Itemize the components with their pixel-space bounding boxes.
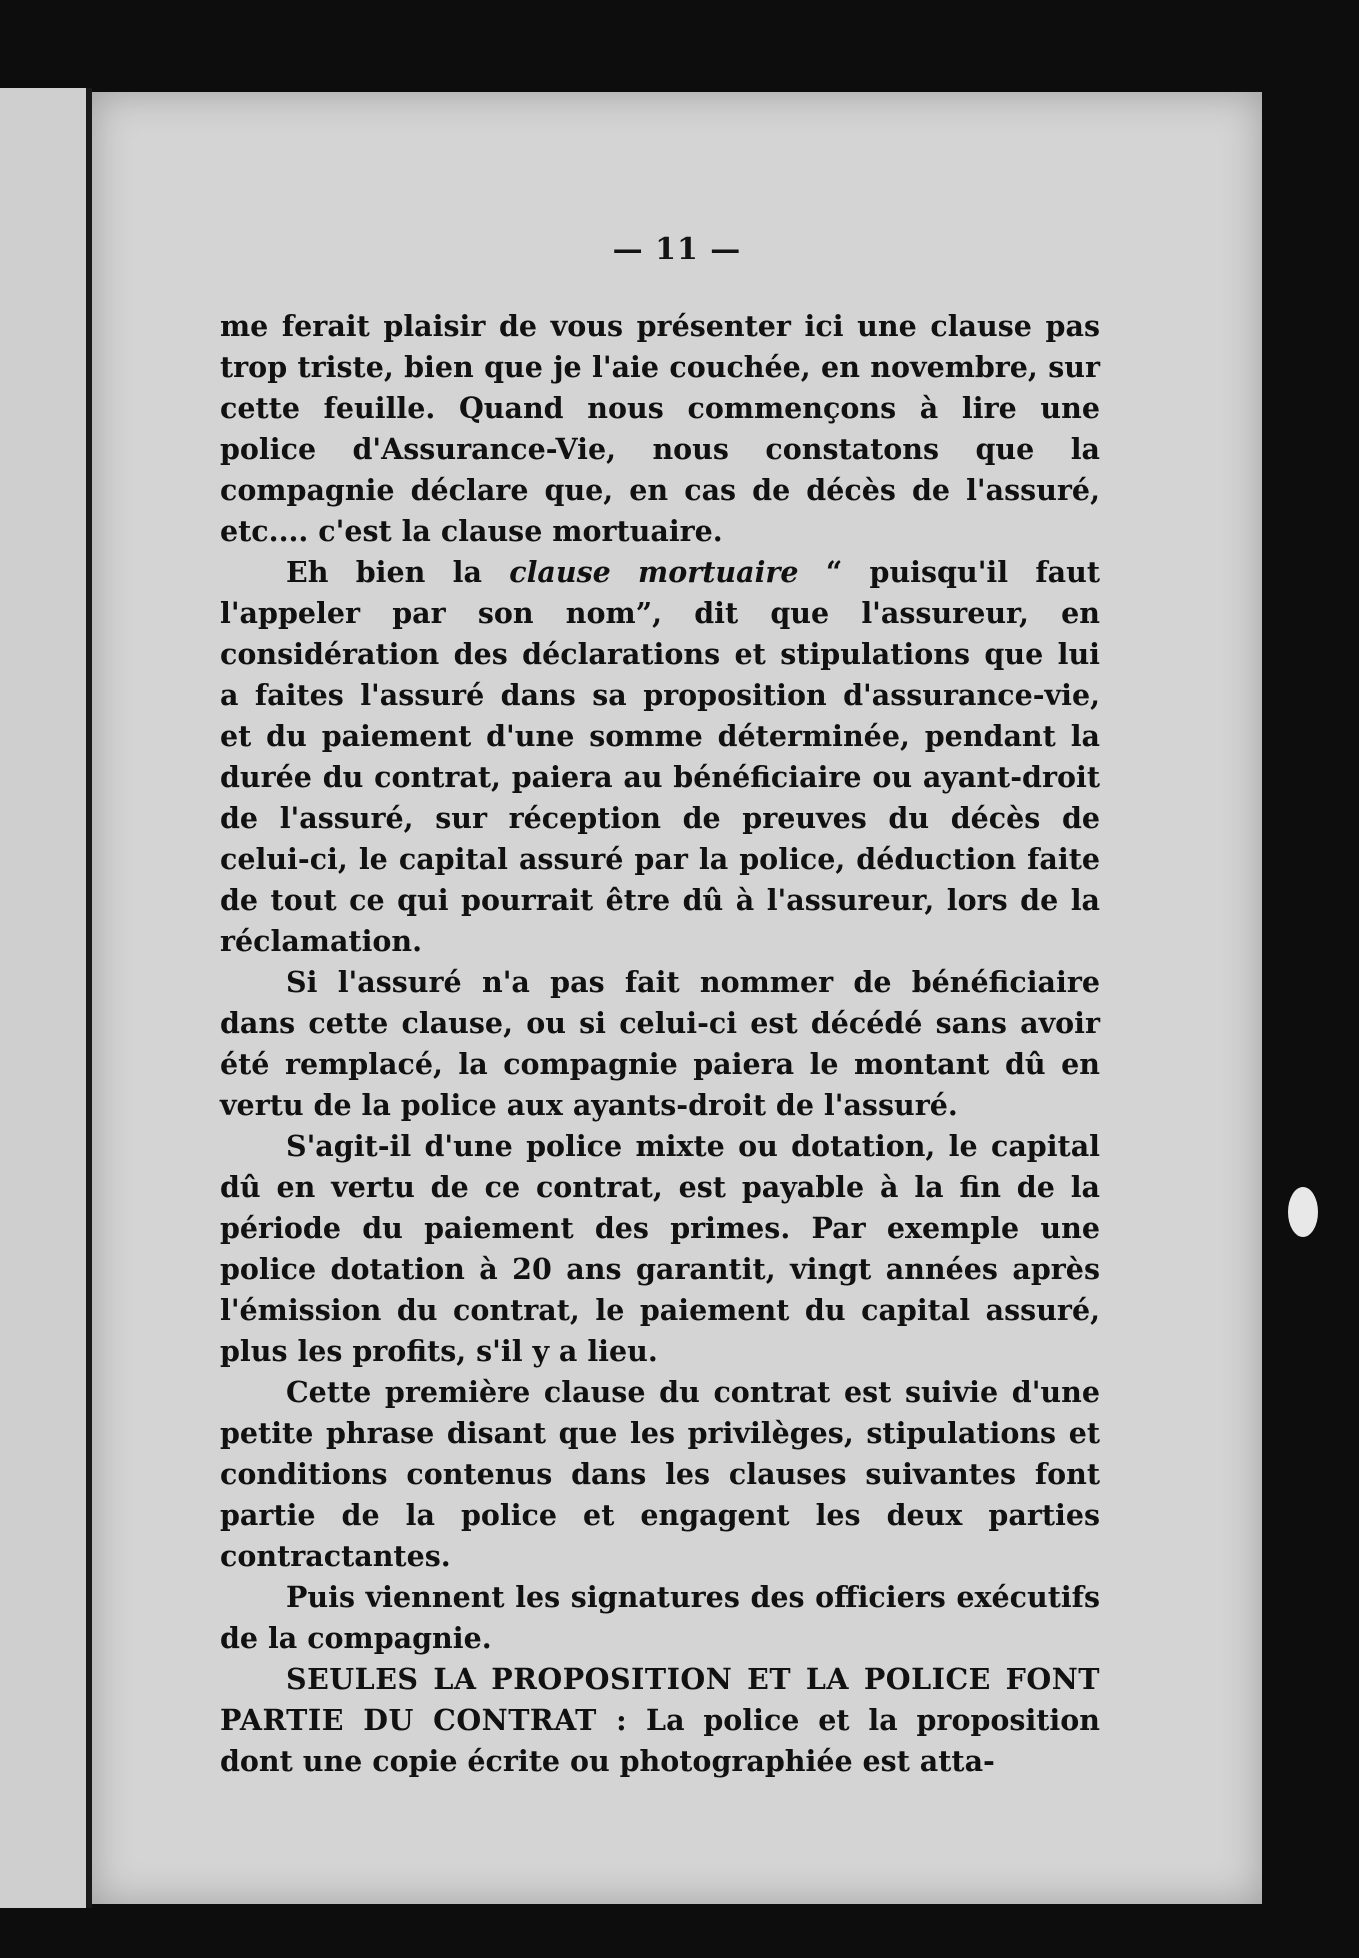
facing-page-edge <box>0 88 92 1908</box>
paragraph-6: Puis viennent les signatures des officiers exécutifs de la compagnie. <box>220 1580 1100 1655</box>
paragraph-2-emphasis: clause mortuaire <box>509 555 799 589</box>
paragraph-7 <box>220 1659 1100 1782</box>
paragraph-1: me ferait plaisir de vous présenter ici une clause pas trop triste, bien que je l'aie couchée, en novembre, sur cette feuille. Quand nous commençons à lire une police d'Assurance-Vie, nous constatons que la compagnie déclare que, en cas de décès de l'assuré, etc.... c'est la clause mortuaire. <box>220 309 1100 548</box>
paragraph-5: Cette première clause du contrat est suivie d'une petite phrase disant que les privilèges, stipulations et conditions contenus dans les clauses suivantes font partie de la police et engagent les deux parties contractantes. <box>220 1375 1100 1573</box>
paragraph-2-lead: Eh bien la <box>286 555 510 589</box>
scanned-page <box>92 92 1262 1904</box>
paragraph-2 <box>220 552 1100 962</box>
section-heading: SEULES LA PROPOSITION ET LA POLICE FONT PARTIE DU CONTRAT : <box>220 1662 1100 1737</box>
paragraph-4: S'agit-il d'une police mixte ou dotation, le capital dû en vertu de ce contrat, est payable à la fin de la période du paiement des primes. Par exemple une police dotation à 20 ans garantit, vingt années après l'émission du contrat, le paiement du capital assuré, plus les profits, s'il y a lieu. <box>220 1129 1100 1368</box>
page-number: — 11 — <box>612 232 742 267</box>
paragraph-3: Si l'assuré n'a pas fait nommer de bénéficiaire dans cette clause, ou si celui-ci est décédé sans avoir été remplacé, la compagnie paiera le montant dû en vertu de la police aux ayants-droit de l'assuré. <box>220 965 1100 1122</box>
paragraph-7-text: La police et la proposition dont une copie écrite ou photographiée est atta- <box>220 1703 1100 1778</box>
paper-blemish <box>1288 1187 1318 1237</box>
body-text <box>220 306 1100 1782</box>
paragraph-2-rest: “ puisqu'il faut l'appeler par son nom”, dit que l'assureur, en considération des déclarations et stipulations que lui a faites l'assuré dans sa proposition d'assurance-vie, et du paiement d'une somme déterminée, pendant la durée du contrat, paiera au bénéficiaire ou ayant-droit de l'assuré, sur réception de preuves du décès de celui-ci, le capital assuré par la police, déduction faite de tout ce qui pourrait être dû à l'assureur, lors de la réclamation. <box>220 555 1100 958</box>
